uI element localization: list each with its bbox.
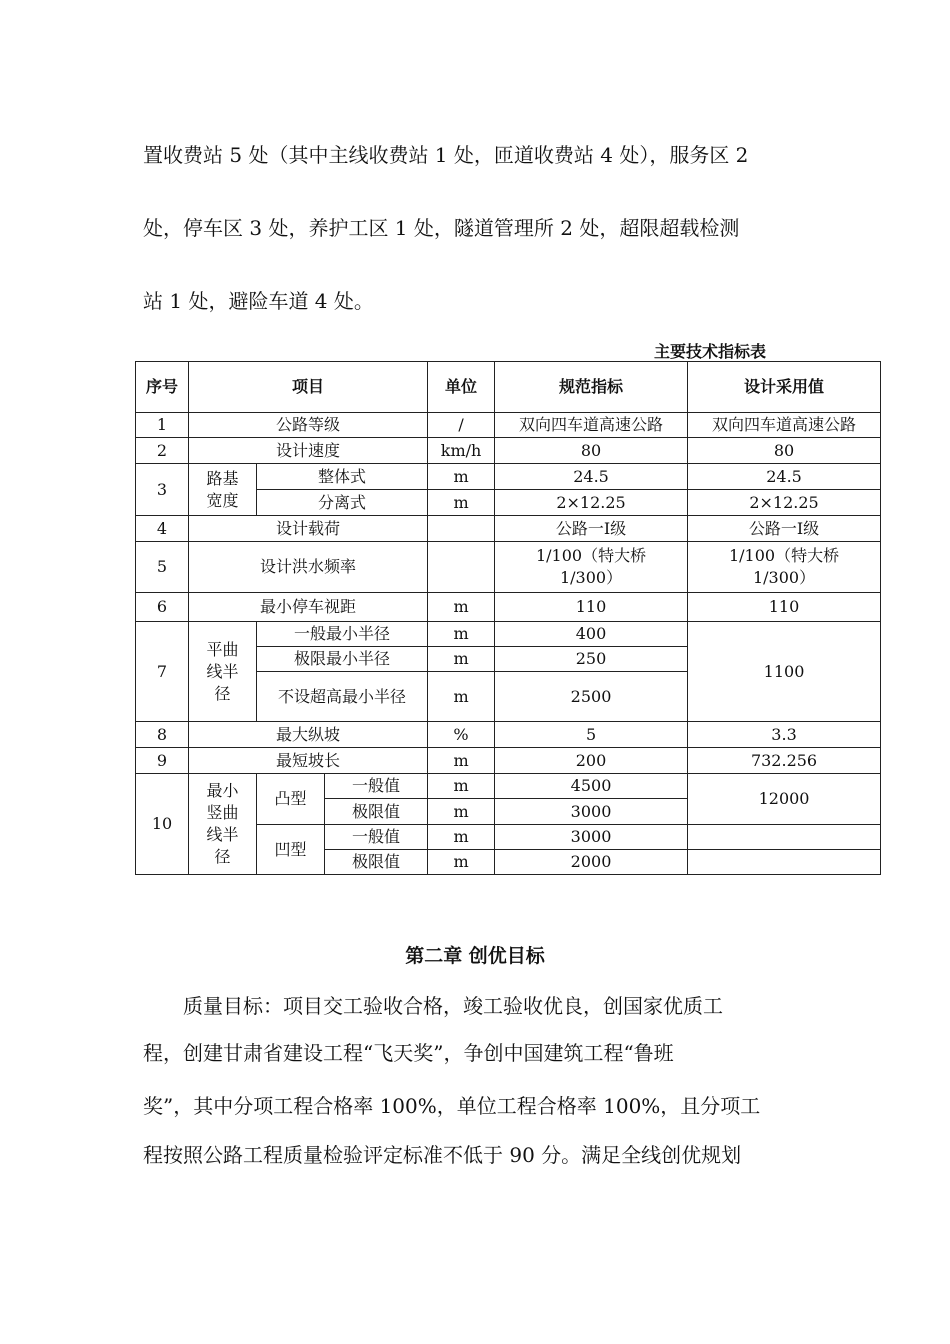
row-adopted: 1/100（特大桥 1/300）: [688, 542, 881, 593]
row-adopted: 110: [688, 593, 881, 622]
row-unit: m: [428, 464, 495, 490]
row-standard: 110: [495, 593, 688, 622]
row-standard: 24.5: [495, 464, 688, 490]
header-adopted: 设计采用值: [688, 362, 881, 413]
row-standard: 3000: [495, 799, 688, 825]
table-row: [136, 774, 881, 799]
row-standard: 250: [495, 647, 688, 672]
intro-line-2: 处，停车区 3 处，养护工区 1 处，隧道管理所 2 处，超限超载检测: [143, 216, 740, 240]
row-standard: 5: [495, 722, 688, 748]
body-line-4: 程按照公路工程质量检验评定标准不低于 90 分。满足全线创优规划: [143, 1143, 742, 1167]
group-label: 路基宽度: [206, 468, 239, 510]
row-unit: m: [428, 774, 495, 799]
row-adopted: 公路一Ⅰ级: [688, 516, 881, 542]
row-item: 设计载荷: [189, 516, 428, 542]
row-item: 公路等级: [189, 413, 428, 438]
row-no: 1: [136, 413, 189, 438]
row-standard: 2000: [495, 850, 688, 875]
row-adopted: 80: [688, 438, 881, 464]
row-adopted: 2×12.25: [688, 490, 881, 516]
intro-line-3: 站 1 处，避险车道 4 处。: [143, 289, 374, 313]
table-row: [136, 593, 881, 622]
table-row: [136, 413, 881, 438]
row-standard: 双向四车道高速公路: [495, 413, 688, 438]
group-label: 平曲线半径: [206, 639, 239, 703]
row-subitem: 分离式: [257, 490, 428, 516]
row-standard: 1/100（特大桥 1/300）: [495, 542, 688, 593]
row-no: 5: [136, 542, 189, 593]
row-adopted: 24.5: [688, 464, 881, 490]
row-subitem: 一般值: [325, 774, 428, 799]
row-standard: 2500: [495, 672, 688, 722]
table-row: [136, 748, 881, 774]
row-adopted: 1100: [688, 622, 881, 722]
row-unit: m: [428, 622, 495, 647]
group-label: 最小竖曲线半径: [206, 781, 239, 866]
row-no: 7: [136, 622, 189, 722]
row-no: 2: [136, 438, 189, 464]
row-subitem: 极限最小半径: [257, 647, 428, 672]
body-line-3: 奖”，其中分项工程合格率 100%，单位工程合格率 100%，且分项工: [143, 1094, 761, 1118]
row-subitem: 整体式: [257, 464, 428, 490]
table-row: [136, 438, 881, 464]
row-subitem: 一般最小半径: [257, 622, 428, 647]
row-unit: m: [428, 799, 495, 825]
row-standard: 公路一Ⅰ级: [495, 516, 688, 542]
table-row: [136, 722, 881, 748]
row-standard: 400: [495, 622, 688, 647]
row-standard: 4500: [495, 774, 688, 799]
table-header-row: [136, 362, 881, 413]
row-unit: m: [428, 748, 495, 774]
row-unit: %: [428, 722, 495, 748]
table-row: [136, 516, 881, 542]
table-caption: 主要技术指标表: [654, 342, 767, 361]
tech-spec-table: [135, 361, 881, 875]
row-subitem: 一般值: [325, 825, 428, 850]
row-unit: /: [428, 413, 495, 438]
row-unit: m: [428, 647, 495, 672]
header-unit: 单位: [428, 362, 495, 413]
row-unit: m: [428, 850, 495, 875]
row-group: [189, 774, 257, 875]
row-unit: m: [428, 490, 495, 516]
row-standard: 2×12.25: [495, 490, 688, 516]
row-adopted-empty: [688, 825, 881, 850]
concave-label: 凹型: [257, 825, 325, 875]
row-no: 10: [136, 774, 189, 875]
row-item: 设计速度: [189, 438, 428, 464]
table-row: [136, 622, 881, 647]
header-no: 序号: [136, 362, 189, 413]
body-line-2: 程，创建甘肃省建设工程“飞天奖”，争创中国建筑工程“鲁班: [143, 1041, 674, 1065]
row-group: [189, 464, 257, 516]
chapter-title: 第二章 创优目标: [405, 945, 545, 967]
intro-line-1: 置收费站 5 处（其中主线收费站 1 处，匝道收费站 4 处），服务区 2: [143, 143, 749, 167]
row-item: 设计洪水频率: [189, 542, 428, 593]
row-unit: m: [428, 825, 495, 850]
row-group: [189, 622, 257, 722]
row-item: 最大纵坡: [189, 722, 428, 748]
row-adopted: 732.256: [688, 748, 881, 774]
table-row: [136, 542, 881, 593]
row-standard: 3000: [495, 825, 688, 850]
row-no: 6: [136, 593, 189, 622]
row-unit: [428, 542, 495, 593]
row-unit: m: [428, 593, 495, 622]
body-line-1: 质量目标：项目交工验收合格，竣工验收优良，创国家优质工: [143, 994, 723, 1018]
row-no: 8: [136, 722, 189, 748]
row-subitem: 极限值: [325, 850, 428, 875]
row-adopted: 12000: [688, 774, 881, 825]
row-adopted: 双向四车道高速公路: [688, 413, 881, 438]
row-item: 最短坡长: [189, 748, 428, 774]
row-standard: 200: [495, 748, 688, 774]
row-item: 最小停车视距: [189, 593, 428, 622]
header-item: 项目: [189, 362, 428, 413]
row-standard: 80: [495, 438, 688, 464]
row-subitem: 极限值: [325, 799, 428, 825]
row-unit: [428, 516, 495, 542]
row-no: 3: [136, 464, 189, 516]
row-unit: km/h: [428, 438, 495, 464]
row-subitem: 不设超高最小半径: [257, 672, 428, 722]
row-unit: m: [428, 672, 495, 722]
table-row: [136, 464, 881, 490]
row-adopted: 3.3: [688, 722, 881, 748]
convex-label: 凸型: [257, 774, 325, 825]
header-standard: 规范指标: [495, 362, 688, 413]
row-adopted-empty: [688, 850, 881, 875]
row-no: 4: [136, 516, 189, 542]
row-no: 9: [136, 748, 189, 774]
